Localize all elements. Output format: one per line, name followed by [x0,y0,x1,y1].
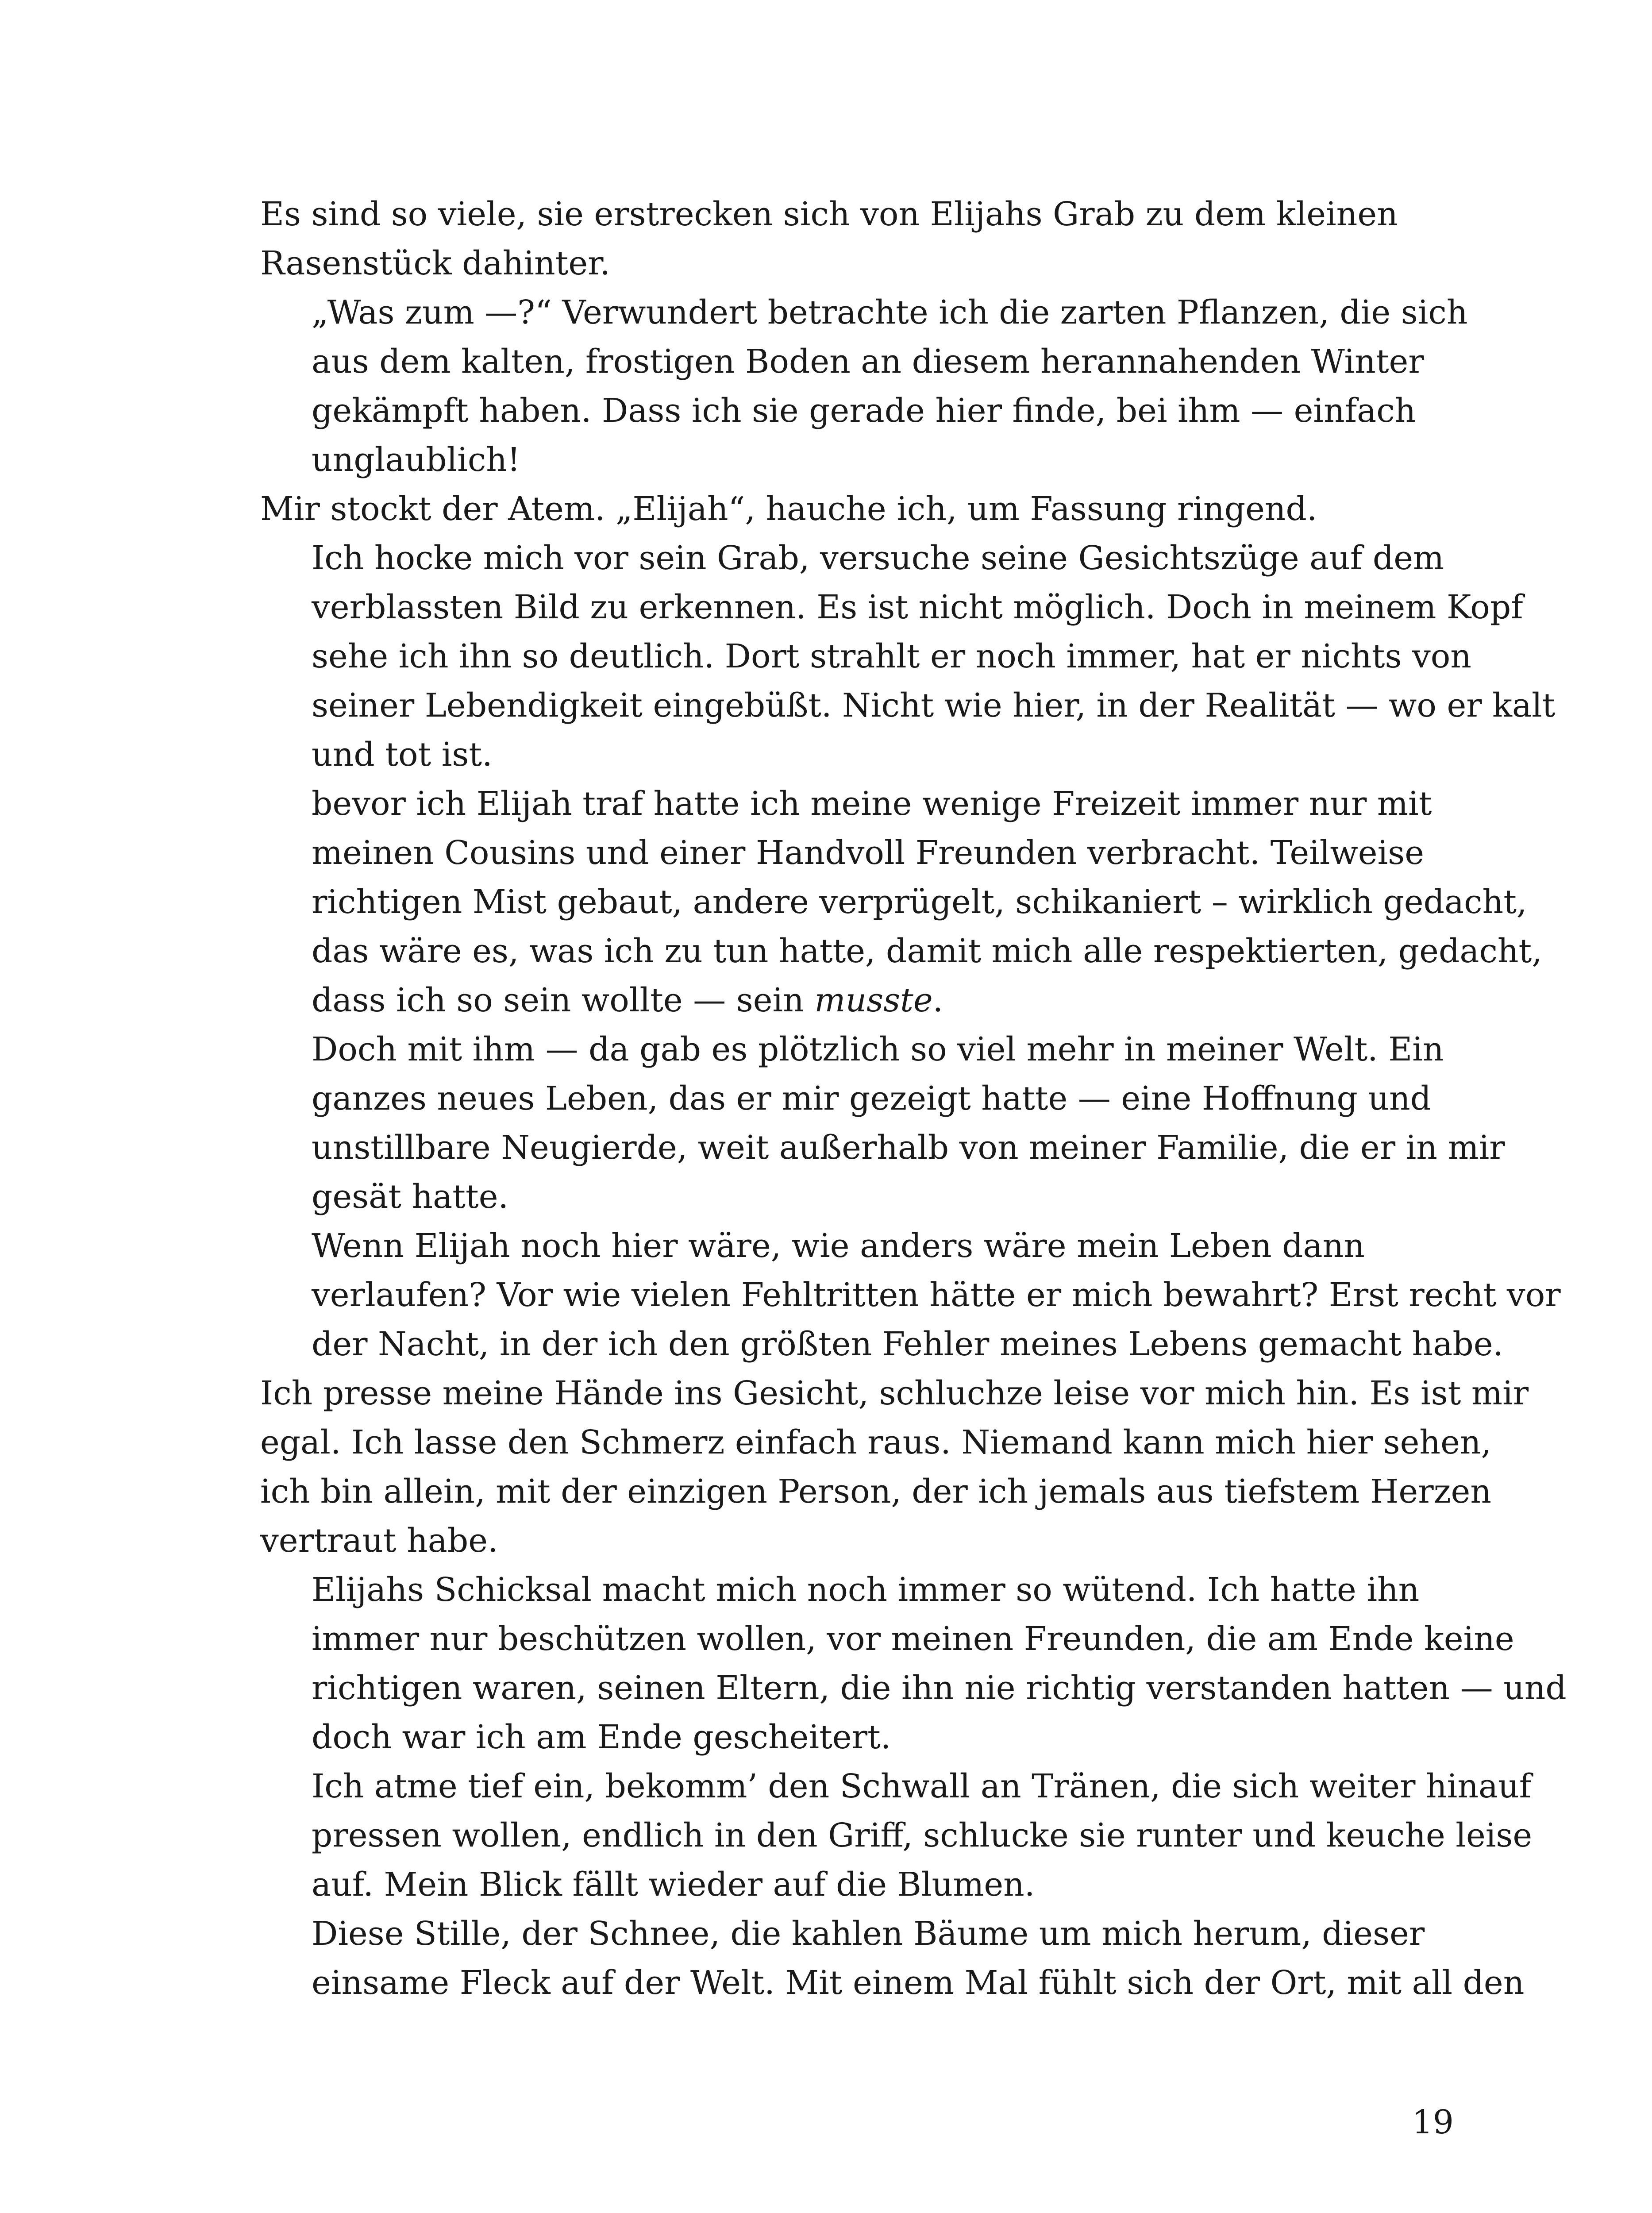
text-segment: Mir stockt der Atem. „Elijah“, hauche ich, um Fassung ringend. [260,490,1317,528]
paragraph [260,1909,1525,2008]
page-number: 19 [1412,2103,1454,2141]
text-segment: einsame Fleck auf der Welt. Mit einem Mal fühlt sich der Ort, mit all den [312,1964,1525,2002]
text-line [260,632,1471,681]
paragraph [260,190,1455,288]
text-line [260,1222,1455,1271]
text-segment: ich bin allein, mit der einzigen Person, der ich jemals aus tiefstem Herzen [260,1473,1492,1511]
text-line [260,288,1468,337]
text-line [260,1320,1504,1369]
text-segment: gesät hatte. [312,1178,509,1216]
text-segment: Diese Stille, der Schnee, die kahlen Bäume um mich herum, dieser [312,1915,1425,1953]
text-segment: pressen wollen, endlich in den Griff, schlucke sie runter und keuche leise [312,1816,1533,1854]
text-line [260,1713,1455,1762]
text-segment: Ich presse meine Hände ins Gesicht, schluchze leise vor mich hin. Es ist mir [260,1374,1529,1412]
text-segment: Rasenstück dahinter. [260,244,610,282]
text-segment: „Was zum —?“ Verwundert betrachte ich die zarten Pflanzen, die sich [312,293,1468,332]
text-segment: verblassten Bild zu erkennen. Es ist nicht möglich. Doch in meinem Kopf [312,588,1523,626]
text-segment: seiner Lebendigkeit eingebüßt. Nicht wie hier, in der Realität — wo er kalt [312,686,1556,725]
text-segment: Wenn Elijah noch hier wäre, wie anders wäre mein Leben dann [312,1227,1365,1265]
text-segment: Elijahs Schicksal macht mich noch immer so wütend. Ich hatte ihn [312,1571,1420,1609]
text-line [260,927,1542,976]
text-line [260,829,1455,878]
text-segment: Es sind so viele, sie erstrecken sich von Elijahs Grab zu dem kleinen [260,195,1398,233]
paragraph [260,288,1468,485]
text-line [260,878,1527,927]
text-line [260,1369,1529,1418]
text-segment: und tot ist. [312,736,493,774]
text-segment: egal. Ich lasse den Schmerz einfach raus. Niemand kann mich hier sehen, [260,1423,1492,1461]
paragraph [260,1222,1561,1369]
text-line [260,1615,1514,1664]
text-line [260,386,1455,436]
text-line [260,583,1523,632]
emphasized-word: musste [814,981,933,1019]
text-segment: unstillbare Neugierde, weit außerhalb von meiner Familie, die er in mir [312,1129,1505,1167]
text-line [260,976,1455,1025]
text-segment: richtigen waren, seinen Eltern, die ihn nie richtig verstanden hatten — und [312,1669,1567,1707]
text-segment: unglaublich! [312,441,520,479]
text-line [260,190,1455,239]
paragraph [260,779,1542,1025]
text-segment: doch war ich am Ende gescheitert. [312,1718,891,1756]
text-segment: immer nur beschützen wollen, vor meinen Freunden, die am Ende keine [312,1620,1514,1658]
text-line [260,436,1455,485]
paragraph [260,485,1455,534]
text-line [260,1860,1455,1909]
text-segment: das wäre es, was ich zu tun hatte, damit mich alle respektierten, gedacht, [312,932,1542,970]
paragraph [260,1025,1505,1222]
text-line [260,1467,1492,1516]
text-line [260,1172,1455,1222]
text-line [260,1271,1561,1320]
text-segment: verlaufen? Vor wie vielen Fehltritten hätte er mich bewahrt? Erst recht vor [312,1276,1561,1314]
text-line [260,1123,1505,1172]
text-line [260,1516,1455,1565]
text-line [260,1811,1533,1860]
body-text [260,190,1567,2008]
text-segment: Ich hocke mich vor sein Grab, versuche seine Gesichtszüge auf dem [312,539,1444,577]
text-segment: ganzes neues Leben, das er mir gezeigt hatte — eine Hoffnung und [312,1080,1432,1118]
text-line [260,1664,1567,1713]
paragraph [260,534,1556,779]
text-line [260,1909,1455,1959]
text-segment: . [932,981,943,1019]
text-segment: meinen Cousins und einer Handvoll Freunden verbracht. Teilweise [312,834,1425,872]
paragraph [260,1565,1567,1762]
text-segment: sehe ich ihn so deutlich. Dort strahlt er noch immer, hat er nichts von [312,637,1471,675]
text-line [260,1418,1492,1467]
paragraph [260,1369,1529,1565]
text-line [260,534,1455,583]
text-line [260,681,1556,730]
text-segment: aus dem kalten, frostigen Boden an diesem herannahenden Winter [312,343,1424,381]
paragraph [260,1762,1533,1909]
text-segment: Doch mit ihm — da gab es plötzlich so viel mehr in meiner Welt. Ein [312,1030,1444,1068]
text-line [260,730,1455,779]
text-line [260,1565,1455,1615]
text-segment: dass ich so sein wollte — sein [312,981,815,1019]
text-segment: richtigen Mist gebaut, andere verprügelt, schikaniert – wirklich gedacht, [312,883,1527,921]
text-line [260,239,1455,288]
text-segment: Ich atme tief ein, bekomm’ den Schwall an Tränen, die sich weiter hinauf [312,1767,1532,1805]
text-segment: vertraut habe. [260,1522,498,1560]
text-line [260,779,1455,829]
text-segment: bevor ich Elijah traf hatte ich meine wenige Freizeit immer nur mit [312,785,1432,823]
text-line [260,1762,1532,1811]
text-segment: der Nacht, in der ich den größten Fehler meines Lebens gemacht habe. [312,1325,1504,1363]
text-line [260,1074,1455,1123]
text-line [260,485,1455,534]
text-line [260,1025,1455,1074]
text-line [260,1959,1525,2008]
text-segment: auf. Mein Blick fällt wieder auf die Blumen. [312,1866,1035,1904]
text-segment: gekämpft haben. Dass ich sie gerade hier finde, bei ihm — einfach [312,392,1416,430]
text-line [260,337,1455,386]
